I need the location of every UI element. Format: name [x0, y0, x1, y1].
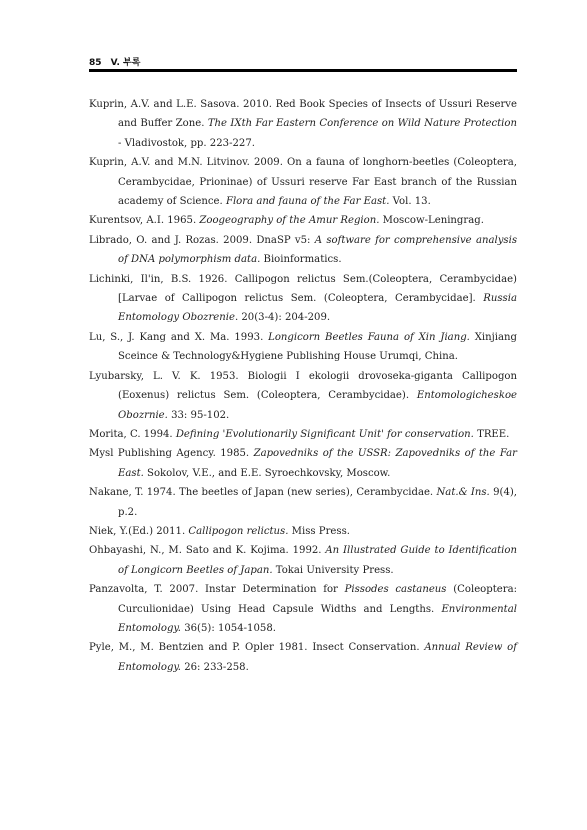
reference-text: Lu, S., J. Kang and X. Ma. 1993.: [89, 331, 269, 343]
reference-text: Mysl Publishing Agency. 1985.: [89, 448, 254, 460]
reference-text: Pyle, M., M. Bentzien and P. Opler 1981. Insect Conservation.: [89, 642, 425, 654]
reference-list: [89, 95, 517, 677]
reference-italic-text: Nat.& Ins.: [436, 487, 490, 499]
reference-text: 9(4), p.2.: [118, 487, 518, 518]
reference-entry: [89, 541, 517, 580]
reference-text: Ohbayashi, N., M. Sato and K. Kojima. 1992.: [89, 545, 326, 557]
reference-text: Moscow-Leningrag.: [379, 215, 484, 227]
reference-entry: [89, 231, 517, 270]
reference-text: Tokai University Press.: [272, 564, 394, 576]
reference-text: Xinjiang Sceince & Technology&Hygiene Publishing House Urumqi, China.: [118, 331, 517, 363]
reference-text: Kuprin, A.V. and M.N. Litvinov. 2009. On a fauna of longhorn-beetles (Coleoptera, Cerambycidae, Prioninae) of Ussuri reserve Far East branch of the Russian academy of Science.: [89, 157, 517, 208]
reference-entry: [89, 211, 517, 230]
reference-text: Morita, C. 1994.: [89, 428, 176, 440]
reference-entry: [89, 483, 517, 522]
reference-text: Panzavolta, T. 2007. Instar Determination for: [89, 584, 345, 596]
reference-text: (Coleoptera: Curculionidae) Using Head Capsule Widths and Lengths.: [118, 584, 517, 615]
reference-italic-text: Callipogon relictus.: [188, 525, 289, 537]
reference-italic-text: Flora and fauna of the Far East.: [225, 196, 390, 208]
reference-entry: [89, 638, 517, 677]
reference-text: - Vladivostok, pp. 223-227.: [118, 137, 255, 149]
reference-italic-text: Defining 'Evolutionarily Significant Unit' for conservation.: [175, 428, 474, 440]
reference-entry: [89, 95, 517, 153]
reference-text: Lyubarsky, L. V. K. 1953. Biologii I ekologii drovoseka-giganta Callipogon (Eoxenus) relictus Sem. (Coleoptera, Cerambycidae).: [89, 370, 517, 402]
reference-entry: [89, 153, 517, 211]
reference-entry: [89, 425, 517, 444]
reference-entry: [89, 580, 517, 638]
reference-text: 20(3-4): 204-209.: [238, 312, 331, 324]
reference-italic-text: Annual Review of Entomology.: [118, 642, 517, 673]
reference-italic-text: An Illustrated Guide to Identification of Longicorn Beetles of Japan.: [118, 545, 517, 576]
reference-text: Librado, O. and J. Rozas. 2009. DnaSP v5:: [89, 234, 315, 246]
reference-text: 26: 233-258.: [181, 661, 249, 673]
reference-entry: [89, 270, 517, 328]
reference-italic-text: Environmental Entomology.: [118, 603, 517, 634]
reference-italic-text: A software for comprehensive analysis of DNA polymorphism data.: [118, 234, 517, 266]
reference-italic-text: Zapovedniks of the USSR: Zapovedniks of the Far East.: [118, 448, 517, 479]
page-number: 85: [89, 58, 102, 68]
reference-italic-text: Longicorn Beetles Fauna of Xin Jiang.: [268, 331, 470, 343]
reference-text: Kuprin, A.V. and L.E. Sasova. 2010. Red Book Species of Insects of Ussuri Reserve and Buffer Zone.: [89, 99, 517, 130]
reference-italic-text: Pissodes castaneus: [344, 584, 447, 596]
reference-italic-text: Entomologicheskoe Obozrnie.: [118, 390, 517, 421]
reference-italic-text: Russia Entomology Obozrenie.: [118, 293, 517, 324]
reference-text: Lichinki, Il'in, B.S. 1926. Callipogon relictus Sem.(Coleoptera, Cerambycidae)[Larvae of Callipogon relictus Sem. (Coleoptera, Cerambycidae].: [89, 273, 517, 305]
reference-text: TREE.: [473, 428, 510, 440]
section-title: V. 부록: [110, 58, 141, 68]
reference-text: Bioinformatics.: [260, 254, 342, 266]
reference-text: Vol. 13.: [389, 196, 431, 208]
reference-text: 36(5): 1054-1058.: [181, 622, 276, 634]
reference-entry: [89, 444, 517, 483]
reference-text: Kurentsov, A.I. 1965.: [89, 215, 200, 227]
header-rule: [89, 69, 517, 72]
reference-text: Nakane, T. 1974. The beetles of Japan (new series), Cerambycidae.: [89, 487, 437, 499]
reference-entry: [89, 328, 517, 367]
reference-entry: [89, 367, 517, 425]
reference-text: 33: 95-102.: [167, 409, 230, 421]
reference-italic-text: Zoogeography of the Amur Region.: [199, 215, 380, 227]
reference-italic-text: The IXth Far Eastern Conference on Wild Nature Protection: [207, 118, 517, 130]
reference-text: Niek, Y.(Ed.) 2011.: [89, 525, 189, 537]
reference-entry: [89, 522, 517, 541]
reference-text: Miss Press.: [288, 525, 350, 537]
reference-text: Sokolov, V.E., and E.E. Syroechkovsky, Moscow.: [143, 467, 391, 479]
